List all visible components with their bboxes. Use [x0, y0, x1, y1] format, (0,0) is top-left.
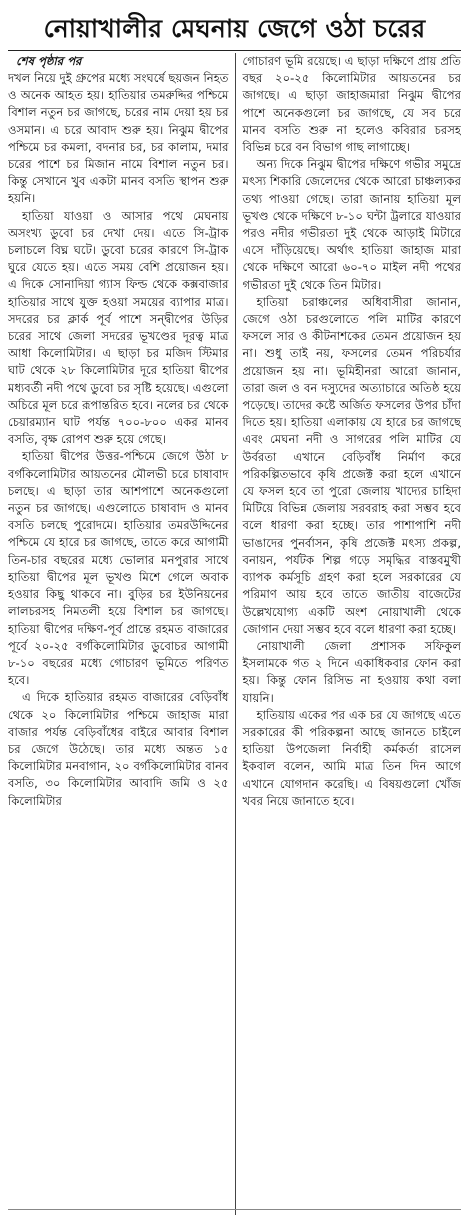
headline-bar: [8, 6, 461, 51]
headline: নোয়াখালীর মেঘনায় জেগে ওঠা চরের: [43, 13, 426, 43]
paragraph: দখল নিয়ে দুই গ্রুপের মধ্যে সংঘর্ষে ছয়জন নিহত ও অনেক আহত হয়। হাতিয়ার তমরুদ্দির পশ্চিমে বিশাল নতুন চর জাগছে, চরের নাম দেয়া হয় চর ওসমান। এ চরে আবাদ শুরু হয়। নিঝুম দ্বীপের পশ্চিমে চর কমলা, বদনার চর, চর কালাম, দমার চরের পাশে চর মিজান নামে বিশাল নতুন চর। কিন্তু সেখানে খুব একটা মানব বসতি স্থাপন শুরু হয়নি।: [8, 71, 229, 206]
article-columns: [8, 53, 461, 1215]
paragraph: হাতিয়ায় একের পর এক চর যে জাগছে এতে সরকারের কী পরিকল্পনা আছে জানতে চাইলে হাতিয়া উপজেলা নির্বাহী কর্মকর্তা রাসেল ইকবাল বলেন, আমি মাত্র তিন দিন আগে এখানে যোগদান করেছি। এ বিষয়গুলো খোঁজ খবর নিয়ে জানাতে হবে।: [242, 707, 461, 808]
paragraph: হাতিয়া যাওয়া ও আসার পথে মেঘনায় অসংখ্য ডুবো চর দেখা দেয়। এতে সি-ট্রাক চলাচলে বিঘ্ন ঘটে। ডুবো চরের কারণে সি-ট্রাক ঘুরে যেতে হয়। এতে সময় বেশি প্রয়োজন হয়। এ দিকে সোনাদিয়া গ্যাস ফিল্ড থেকে কক্সবাজার হাতিয়ার সাথে যুক্ত হওয়া সময়ের ব্যাপার মাত্র। সদরের চর ক্লার্ক পূর্ব পাশে সন্দ্বীপের উড়ির চরের সাথে জেলা সদরের ভূখণ্ডের দূরত্ব মাত্র আধা কিলোমিটার। এ ছাড়া চর মজিদ স্টিমার ঘাট থেকে ২৮ কিলোমিটার দূরে হাতিয়া দ্বীপের মধ্যবর্তী নদী পথে ডুবো চর সৃষ্টি হয়েছে। এগুলো অচিরে মূল চরে রূপান্তরিত হবে। নলের চর থেকে চেয়ারম্যান ঘাট পর্যন্ত ৭০০-৮০০ একর মানব বসতি, বৃক্ষ রোপণ শুরু হয়ে গেছে।: [8, 208, 229, 447]
paragraph: হাতিয়া দ্বীপের উত্তর-পশ্চিমে জেগে উঠা ৮ বর্গকিলোমিটার আয়তনের মৌলভী চরে চাষাবাদ চলছে। এ ছাড়া তার আশপাশে অনেকগুলো নতুন চর জাগছে। এগুলোতে চাষাবাদ ও মানব বসতি চলছে পুরোদমে। হাতিয়ার তমরউদ্দিনের পশ্চিমে যে হারে চর জাগছে, তাতে করে আগামী তিন-চার বছরের মধ্যে ভোলার মনপুরার সাথে হাতিয়া দ্বীপের মূল ভূখণ্ড মিশে গেলে অবাক হওয়ার কিছু থাকবে না। বুড়ির চর ইউনিয়নের লালচরসহ নিমতলী হয়ে বিশাল চর জাগছে। হাতিয়া দ্বীপের দক্ষিণ-পূর্ব প্রান্তে রহমত বাজারের পূর্বে ২০-২৫ বর্গকিলোমিটার ডুবোচর আগামী ৮-১০ বছরের মধ্যে গোচারণ ভূমিতে পরিণত হবে।: [8, 449, 229, 688]
paragraph: অন্য দিকে নিঝুম দ্বীপের দক্ষিণে গভীর সমুদ্রে মৎস্য শিকারি জেলেদের থেকে আরো চাঞ্চল্যকর তথ্য পাওয়া গেছে। তারা জানায় হাতিয়া মূল ভূখণ্ড থেকে দক্ষিণে ৮-১০ ঘন্টা ট্রলারে যাওয়ার পরও নদীর গভীরতা দুই থেকে আড়াই মিটারে এসে দাঁড়িয়েছে। অর্থাৎ হাতিয়া জাহাজ মারা থেকে দক্ষিণে আরো ৬০-৭০ মাইল নদী পথের গভীরতা দুই থেকে তিন মিটার।: [242, 157, 461, 292]
right-column: [235, 53, 462, 1215]
left-column: [8, 53, 235, 1215]
bottom-divider: [8, 1209, 461, 1210]
paragraph: গোচারণ ভূমি রয়েছে। এ ছাড়া দক্ষিণে প্রায় প্রতি বছর ২০-২৫ কিলোমিটার আয়তনের চর জাগছে। এ ছাড়া জাহাজমারা নিঝুম দ্বীপের পাশে অনেকগুলো চর জাগছে, যে সব চরে মানব বসতি শুরু না হলেও কবিরার চরসহ বিভিন্ন চরে বন বিভাগ গাছ লাগাচ্ছে।: [242, 54, 461, 155]
paragraph: নোয়াখালী জেলা প্রশাসক সফিকুল ইসলামকে গত ২ দিনে একাধিকবার ফোন করা হয়। কিন্তু ফোন রিসিভ না হওয়ায় কথা বলা যায়নি।: [242, 638, 461, 705]
paragraph: এ দিকে হাতিয়ার রহমত বাজারের বেড়িবাঁধ থেকে ২০ কিলোমিটার পশ্চিমে জাহাজ মারা বাজার পর্যন্ত বেড়িবাঁধের বাইরে আবার বিশাল চর জেগে উঠেছে। তার মধ্যে অন্তত ১৫ কিলোমিটার মনবাগান, ২০ বর্গকিলোমিটার বানব বসতি, ৩০ কিলোমিটার আবাদি জমি ও ২৫ কিলোমিটার: [8, 690, 229, 808]
continued-from-kicker: শেষ পৃষ্ঠার পর: [16, 54, 82, 68]
paragraph: হাতিয়া চরাঞ্চলের অধিবাসীরা জানান, জেগে ওঠা চরগুলোতে পলি মাটির কারণে ফসলে সার ও কীটনাশকের তেমন প্রয়োজন হয় না। শুধু তাই নয়, ফসলের তেমন পরিচর্যার প্রয়োজন হয় না। ভূমিহীনরা আরো জানান, তারা জল ও বন দস্যুদের অত্যাচারে অতিষ্ঠ হয়ে পড়েছে। তাদের কষ্টে অর্জিত ফসলের উপর চাঁদা দিতে হয়। হাতিয়া এলাকায় যে হারে চর জাগছে এবং মেঘনা নদী ও সাগরের পলি মাটির যে উর্বরতা এখানে বেড়িবাঁধ নির্মাণ করে পরিকল্পিতভাবে কৃষি প্রজেক্ট করা হলে এখানে যে ফসল হবে তা পুরো জেলায় খাদ্যের চাহিদা মিটিয়ে বিভিন্ন জেলায় সরবরাহ করা সম্ভব হবে বলে ধারণা করা হচ্ছে। তার পাশাপাশি নদী ভাঙাদের পুনর্বাসন, কৃষি প্রজেক্ট মৎস্য প্রকল্প, বনায়ন, পর্যটক শিল্প গড়ে সমৃদ্ধির বাস্তবমুখী ব্যাপক কর্মসূচি গ্রহণ করা হলে সরকারের যে পরিমাণ আয় হবে তাতে জাতীয় বাজেটের উল্লেখযোগ্য একটি অংশ নোয়াখালী থেকে জোগান দেয়া সম্ভব হবে বলে ধারণা করা হচ্ছে।: [242, 294, 461, 636]
